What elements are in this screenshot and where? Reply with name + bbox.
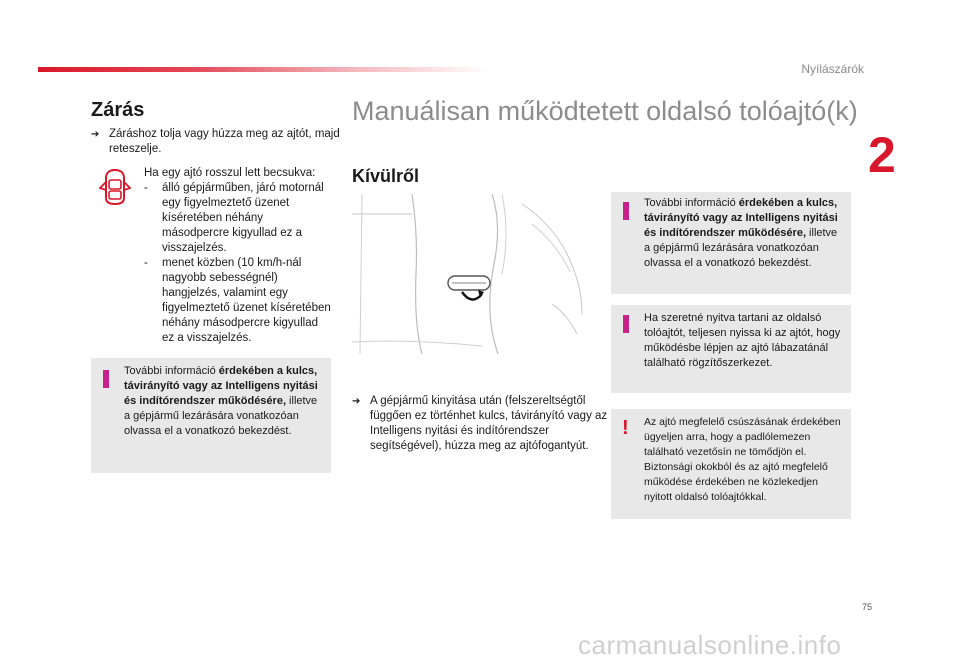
right-info-text-1: További információ érdekében a kulcs, távirányító vagy az Intelligens nyitási és indítórendszer működésére, illetve a gépjármű lezárására vonatkozóan olvassa el a vonatkozó bekezdést. — [644, 197, 838, 269]
info-icon — [623, 315, 629, 333]
door-warning-intro: Ha egy ajtó rosszul lett becsukva: — [144, 167, 316, 179]
right-info-box-1 — [611, 192, 851, 294]
sliding-door-handle-illustration — [352, 194, 592, 354]
left-bullet-text: Záráshoz tolja vagy húzza meg az ajtót, majd reteszelje. — [109, 128, 340, 155]
right-info-text-2: Ha szeretné nyitva tartani az oldalsó tolóajtót, teljesen nyissa ki az ajtót, hogy működésbe lépjen az ajtó lábazatánál található rögzítőszerkezet. — [644, 312, 841, 369]
center-bullet-text: A gépjármű kinyitása után (felszereltségtől függően ez történhet kulcs, távirányító vagy az Intelligens nyitási és indítórendszer segítségével), húzza meg az ajtófogantyút. — [370, 395, 608, 452]
open-door-warning-icon — [99, 168, 131, 206]
section-title: Nyílászárók — [801, 62, 864, 76]
left-section-title: Zárás — [91, 99, 145, 121]
warning-exclamation-icon: ! — [622, 417, 629, 439]
center-bullet — [352, 394, 610, 454]
right-info-box-2 — [611, 305, 851, 393]
left-info-box — [91, 358, 331, 473]
header-accent-bar — [38, 67, 488, 72]
page-number: 75 — [861, 602, 872, 612]
bullet-arrow-icon: ➔ — [352, 396, 361, 407]
door-warning-item: - álló gépjárműben, járó motornál egy figyelmeztető üzenet kíséretében néhány másodpercre kigyullad ez a visszajelzés. — [144, 182, 324, 254]
info-icon — [623, 202, 629, 220]
door-warning-block — [144, 166, 332, 346]
watermark: carmanualsonline.info — [578, 630, 842, 660]
right-warning-box — [611, 409, 851, 519]
door-warning-item: - menet közben (10 km/h-nál nagyobb sebességnél) hangjelzés, valamint egy figyelmeztető üzenet kíséretében néhány másodpercre kigyullad ez a visszajelzés. — [144, 257, 331, 344]
left-info-text: További információ érdekében a kulcs, távirányító vagy az Intelligens nyitási és indítórendszer működésére, illetve a gépjármű lezárására vonatkozóan olvassa el a vonatkozó bekezdést. — [124, 365, 318, 437]
center-subtitle: Kívülről — [352, 166, 420, 186]
page-title: Manuálisan működtetett oldalsó tolóajtó(k) — [352, 96, 858, 126]
bullet-arrow-icon: ➔ — [91, 129, 100, 140]
chapter-number: 2 — [868, 127, 896, 183]
left-bullet — [91, 127, 345, 157]
right-warning-text: Az ajtó megfelelő csúszásának érdekében ügyeljen arra, hogy a padlólemezen található vezetősín ne tömődjön el. Biztonsági okokból és az ajtó megfelelő működése érdekében ne közlekedjen nyitott oldalsó tolóajtókkal. — [644, 416, 841, 503]
info-icon — [103, 370, 109, 388]
